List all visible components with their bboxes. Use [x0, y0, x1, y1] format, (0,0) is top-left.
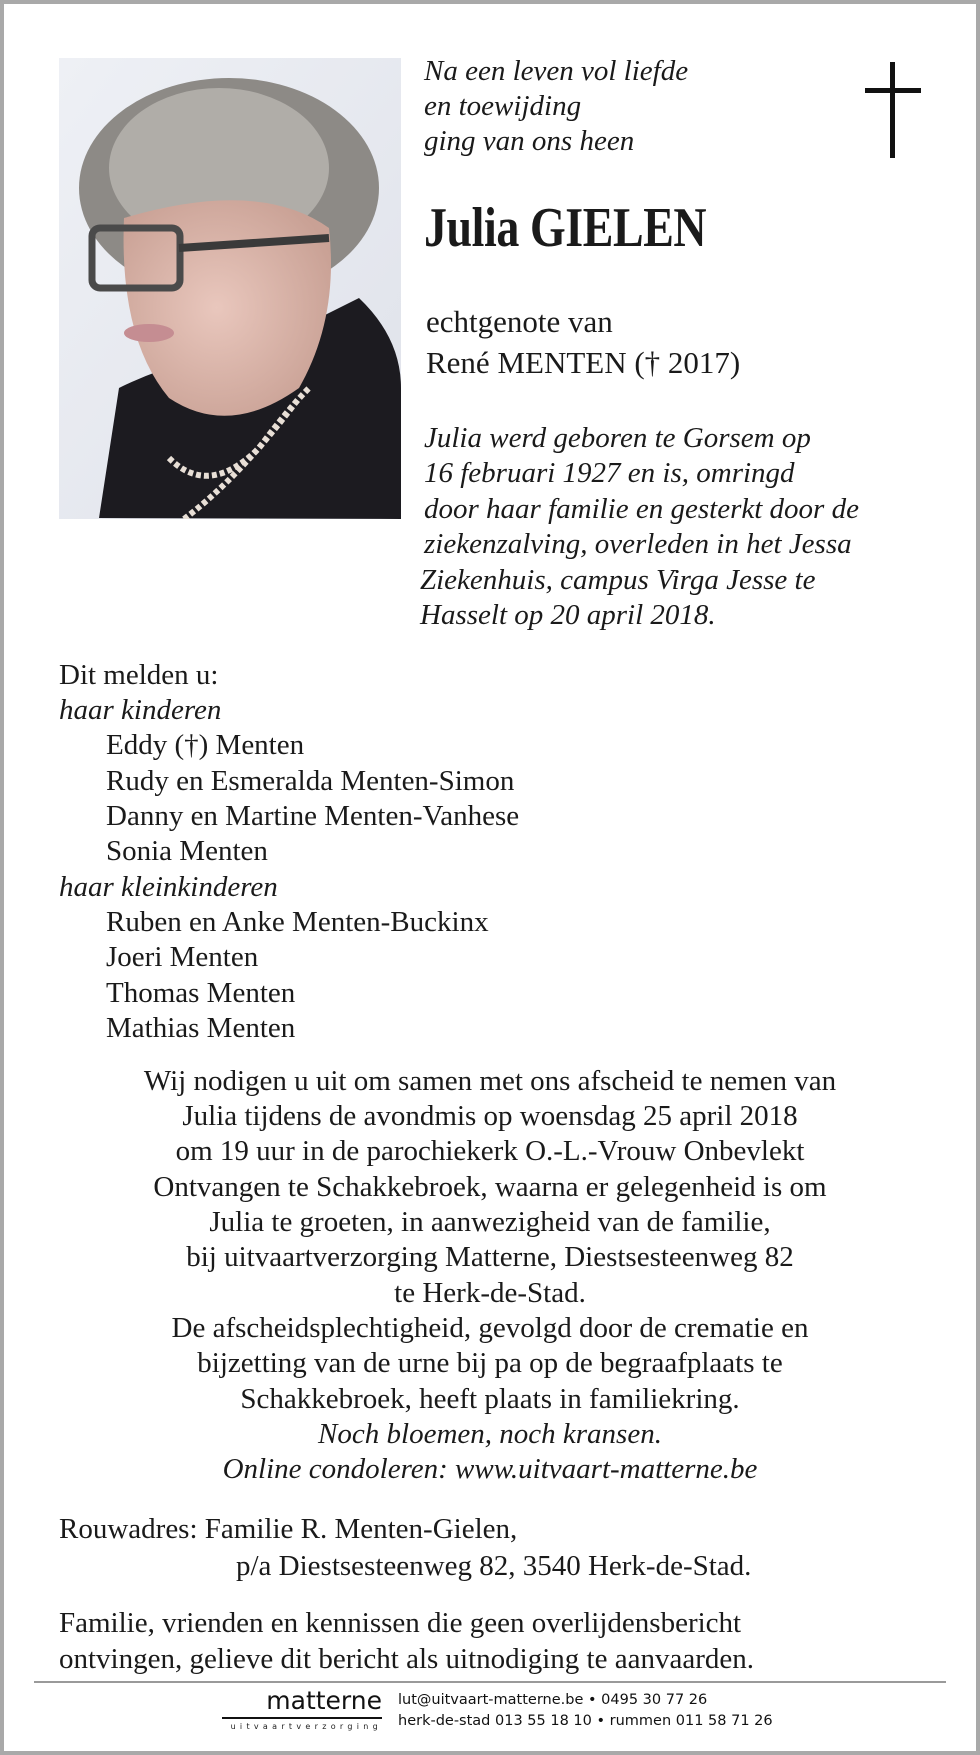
cross-icon: [865, 62, 921, 158]
children-label: haar kinderen: [59, 694, 222, 726]
bio-line: ziekenzalving, overleden in het Jessa: [424, 528, 852, 560]
bio-line: Julia werd geboren te Gorsem op: [424, 422, 811, 454]
closing-line: ontvingen, gelieve dit bericht als uitnodiging te aanvaarden.: [59, 1643, 754, 1675]
matterne-logo: [222, 1686, 382, 1731]
grandchildren-label: haar kleinkinderen: [59, 871, 278, 903]
address-line: Rouwadres: Familie R. Menten-Gielen,: [59, 1513, 518, 1545]
contact-line: lut@uitvaart-matterne.be • 0495 30 77 26: [398, 1692, 708, 1708]
closing-line: Familie, vrienden en kennissen die geen overlijdensbericht: [59, 1607, 742, 1639]
spouse-label: echtgenote van: [426, 304, 613, 339]
invitation-line: De afscheidsplechtigheid, gevolgd door de crematie en: [171, 1312, 809, 1344]
intro-line: Na een leven vol liefde: [424, 55, 689, 87]
deceased-name: Julia GIELEN: [424, 197, 707, 259]
logo-subtitle: uitvaartverzorging: [230, 1722, 382, 1731]
bio-line: 16 februari 1927 en is, omringd: [424, 457, 795, 489]
invitation-line: Schakkebroek, heeft plaats in familiekring.: [240, 1383, 740, 1415]
invitation-line: Julia tijdens de avondmis op woensdag 25 april 2018: [182, 1100, 798, 1132]
online-condolence: Online condoleren: www.uitvaart-matterne.be: [222, 1453, 758, 1485]
logo-word: matterne: [266, 1686, 382, 1715]
invitation-line: om 19 uur in de parochiekerk O.-L.-Vrouw Onbevlekt: [175, 1135, 805, 1167]
address-line: p/a Diestsesteenweg 82, 3540 Herk-de-Stad.: [236, 1550, 752, 1582]
grandchild-name: Thomas Menten: [106, 977, 296, 1009]
grandchild-name: Ruben en Anke Menten-Buckinx: [106, 906, 489, 938]
invitation-line: Julia te groeten, in aanwezigheid van de familie,: [209, 1206, 771, 1238]
bio-line: door haar familie en gesterkt door de: [424, 493, 859, 525]
spouse-name: René MENTEN († 2017): [426, 345, 741, 380]
invitation-line: Ontvangen te Schakkebroek, waarna er gelegenheid is om: [153, 1171, 827, 1203]
invitation-line: bijzetting van de urne bij pa op de begraafplaats te: [197, 1347, 783, 1379]
grandchild-name: Joeri Menten: [106, 941, 259, 973]
child-name: Eddy (†) Menten: [106, 729, 305, 761]
intro-line: en toewijding: [424, 90, 582, 122]
child-name: Sonia Menten: [106, 835, 268, 867]
grandchild-name: Mathias Menten: [106, 1012, 296, 1044]
bio-line: Ziekenhuis, campus Virga Jesse te: [420, 564, 816, 596]
contact-line: herk-de-stad 013 55 18 10 • rummen 011 58 71 26: [398, 1713, 773, 1729]
child-name: Rudy en Esmeralda Menten-Simon: [106, 765, 515, 797]
invitation-line: te Herk-de-Stad.: [394, 1277, 586, 1309]
footer-divider: [34, 1681, 946, 1683]
announce-title: Dit melden u:: [59, 659, 219, 691]
no-flowers-note: Noch bloemen, noch kransen.: [318, 1418, 662, 1450]
invitation-line: bij uitvaartverzorging Matterne, Diestsesteenweg 82: [186, 1241, 794, 1273]
bio-line: Hasselt op 20 april 2018.: [420, 599, 716, 631]
invitation-line: Wij nodigen u uit om samen met ons afscheid te nemen van: [143, 1065, 837, 1097]
portrait-photo: [59, 58, 401, 519]
footer-contact: [398, 1690, 773, 1732]
child-name: Danny en Martine Menten-Vanhese: [106, 800, 520, 832]
intro-line: ging van ons heen: [424, 125, 635, 157]
logo-bar: [222, 1717, 382, 1719]
